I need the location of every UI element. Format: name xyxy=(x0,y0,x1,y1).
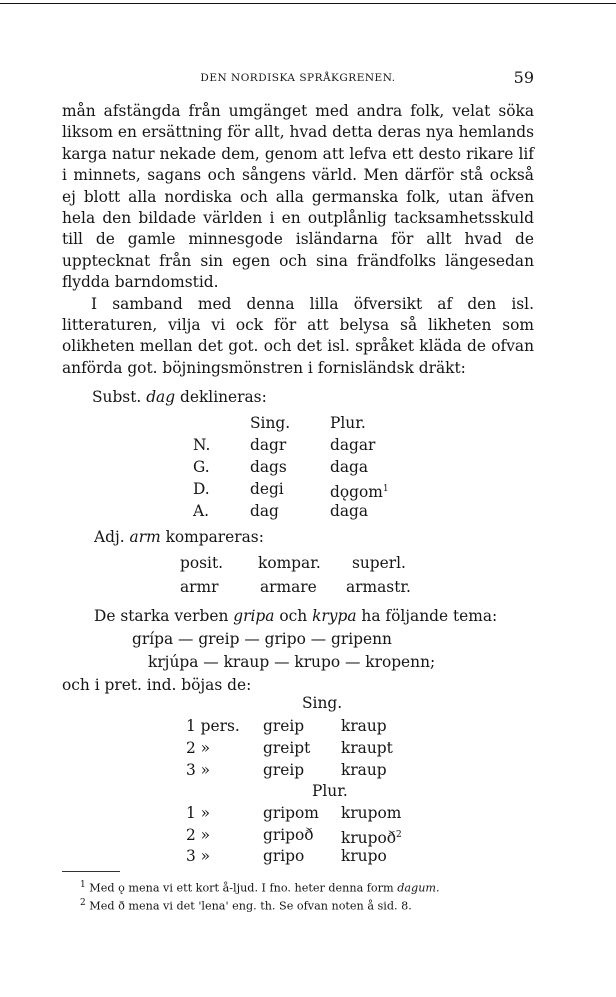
person-label: 3 » xyxy=(186,847,211,865)
person-label: 3 » xyxy=(186,761,211,779)
footnote-mark: 2 xyxy=(395,830,402,840)
footnote-1-mark: 1 xyxy=(80,880,86,890)
adj-header-superl: superl. xyxy=(352,554,406,572)
form-greip: greip xyxy=(263,761,305,779)
form-krupo-text: krupoð xyxy=(341,829,396,848)
footnote-mark: 1 xyxy=(382,484,389,494)
form-krupo: krupom xyxy=(341,804,402,822)
paragraph-1: mån afstängda från umgänget med andra folk, velat söka liksom en ersättning för allt, hvad detta deras nya hemlands karga natur nekade dem, genom att lefva ett desto rikare lif i minnets, sagans och sångens värld. Men därför stå också ej blott alla nordiska och alla germanska folk, utan äfven hela den bildade världen i en outplånlig tacksamhetsskuld till de gamle minnesgode isländarna för allt hvad de upptecknat från sin egen och sina frändfolks längesedan flydda barndomstid. xyxy=(62,102,534,292)
footnote-2 xyxy=(80,896,412,914)
form-kraup: kraup xyxy=(341,761,387,779)
case-label: D. xyxy=(193,480,210,498)
form-krupo: krupo xyxy=(341,847,387,865)
verb-gripa: gripa xyxy=(233,607,275,625)
person-label: 1 pers. xyxy=(186,717,240,735)
form-gripo: gripom xyxy=(263,804,319,822)
form-gripo: gripo xyxy=(263,847,305,865)
subst-intro xyxy=(92,387,267,407)
case-sing: dags xyxy=(250,458,287,476)
form-krupo xyxy=(341,825,402,848)
adj-form-posit: armr xyxy=(180,578,219,596)
case-label: A. xyxy=(193,502,210,520)
case-label: G. xyxy=(193,458,210,476)
person-label: 1 » xyxy=(186,804,211,822)
footnote-1 xyxy=(80,878,440,896)
adj-header-posit: posit. xyxy=(180,554,224,572)
person-label: 2 » xyxy=(186,739,211,757)
verb-krypa: krypa xyxy=(312,607,357,625)
subst-word: dag xyxy=(146,388,176,406)
adj-word: arm xyxy=(129,528,161,546)
form-kraup: kraup xyxy=(341,717,387,735)
form-greip: greipt xyxy=(263,739,311,757)
verbs-intro-post: ha följande tema: xyxy=(361,607,498,625)
footnote-2-mark: 2 xyxy=(80,898,86,908)
case-plur: dagar xyxy=(330,436,376,454)
running-title: DEN NORDISKA SPRÅKGRENEN. xyxy=(200,72,396,84)
verbs-intro-pre: De starka verben xyxy=(94,607,229,625)
case-plur-text: dǫgom xyxy=(330,483,383,502)
verb-theme-gripa: grípa — greip — gripo — gripenn xyxy=(132,630,392,648)
footnote-1-italic: dagum. xyxy=(397,881,440,895)
person-label: 2 » xyxy=(186,826,211,844)
adj-form-kompar: armare xyxy=(260,578,317,596)
verbs-intro xyxy=(94,606,497,626)
subst-col-plur: Plur. xyxy=(330,414,366,432)
form-greip: greip xyxy=(263,717,305,735)
adj-label: Adj. xyxy=(94,528,125,546)
page-number: 59 xyxy=(513,68,534,87)
case-plur: daga xyxy=(330,458,369,476)
case-sing: degi xyxy=(250,480,284,498)
case-sing: dagr xyxy=(250,436,287,454)
form-gripo: gripoð xyxy=(263,826,314,844)
subst-label: Subst. xyxy=(92,388,142,406)
verb-theme-krjupa: krjúpa — kraup — krupo — kropenn; xyxy=(148,653,436,671)
sing-label: Sing. xyxy=(302,694,343,712)
footnote-1-text: Med ǫ mena vi ett kort å-ljud. I fno. heter denna form xyxy=(89,881,394,895)
case-label: N. xyxy=(193,436,211,454)
pret-intro: och i pret. ind. böjas de: xyxy=(62,676,252,694)
case-plur: daga xyxy=(330,502,369,520)
case-plur xyxy=(330,479,389,502)
paragraph-2: I samband med denna lilla öfversikt af den isl. litteraturen, vilja vi ock för att belysa så likheten som olikheten mellan det got. och det isl. språket kläda de ofvan anförda got. böjningsmönstren i fornisländsk dräkt: xyxy=(62,294,534,377)
form-kraup: kraupt xyxy=(341,739,393,757)
top-rule xyxy=(0,3,616,4)
footnote-2-text: Med ð mena vi det 'lena' eng. th. Se ofvan noten å sid. 8. xyxy=(89,899,412,913)
adj-intro xyxy=(94,527,264,547)
body-text xyxy=(62,101,534,379)
adj-header-kompar: kompar. xyxy=(258,554,321,572)
plur-label: Plur. xyxy=(312,782,348,800)
adj-form-superl: armastr. xyxy=(346,578,411,596)
subst-col-sing: Sing. xyxy=(250,414,291,432)
footnote-rule xyxy=(62,871,120,872)
subst-verb: deklineras: xyxy=(180,388,267,406)
running-header xyxy=(62,68,534,88)
verbs-intro-mid: och xyxy=(279,607,308,625)
case-sing: dag xyxy=(250,502,279,520)
adj-verb: kompareras: xyxy=(165,528,264,546)
